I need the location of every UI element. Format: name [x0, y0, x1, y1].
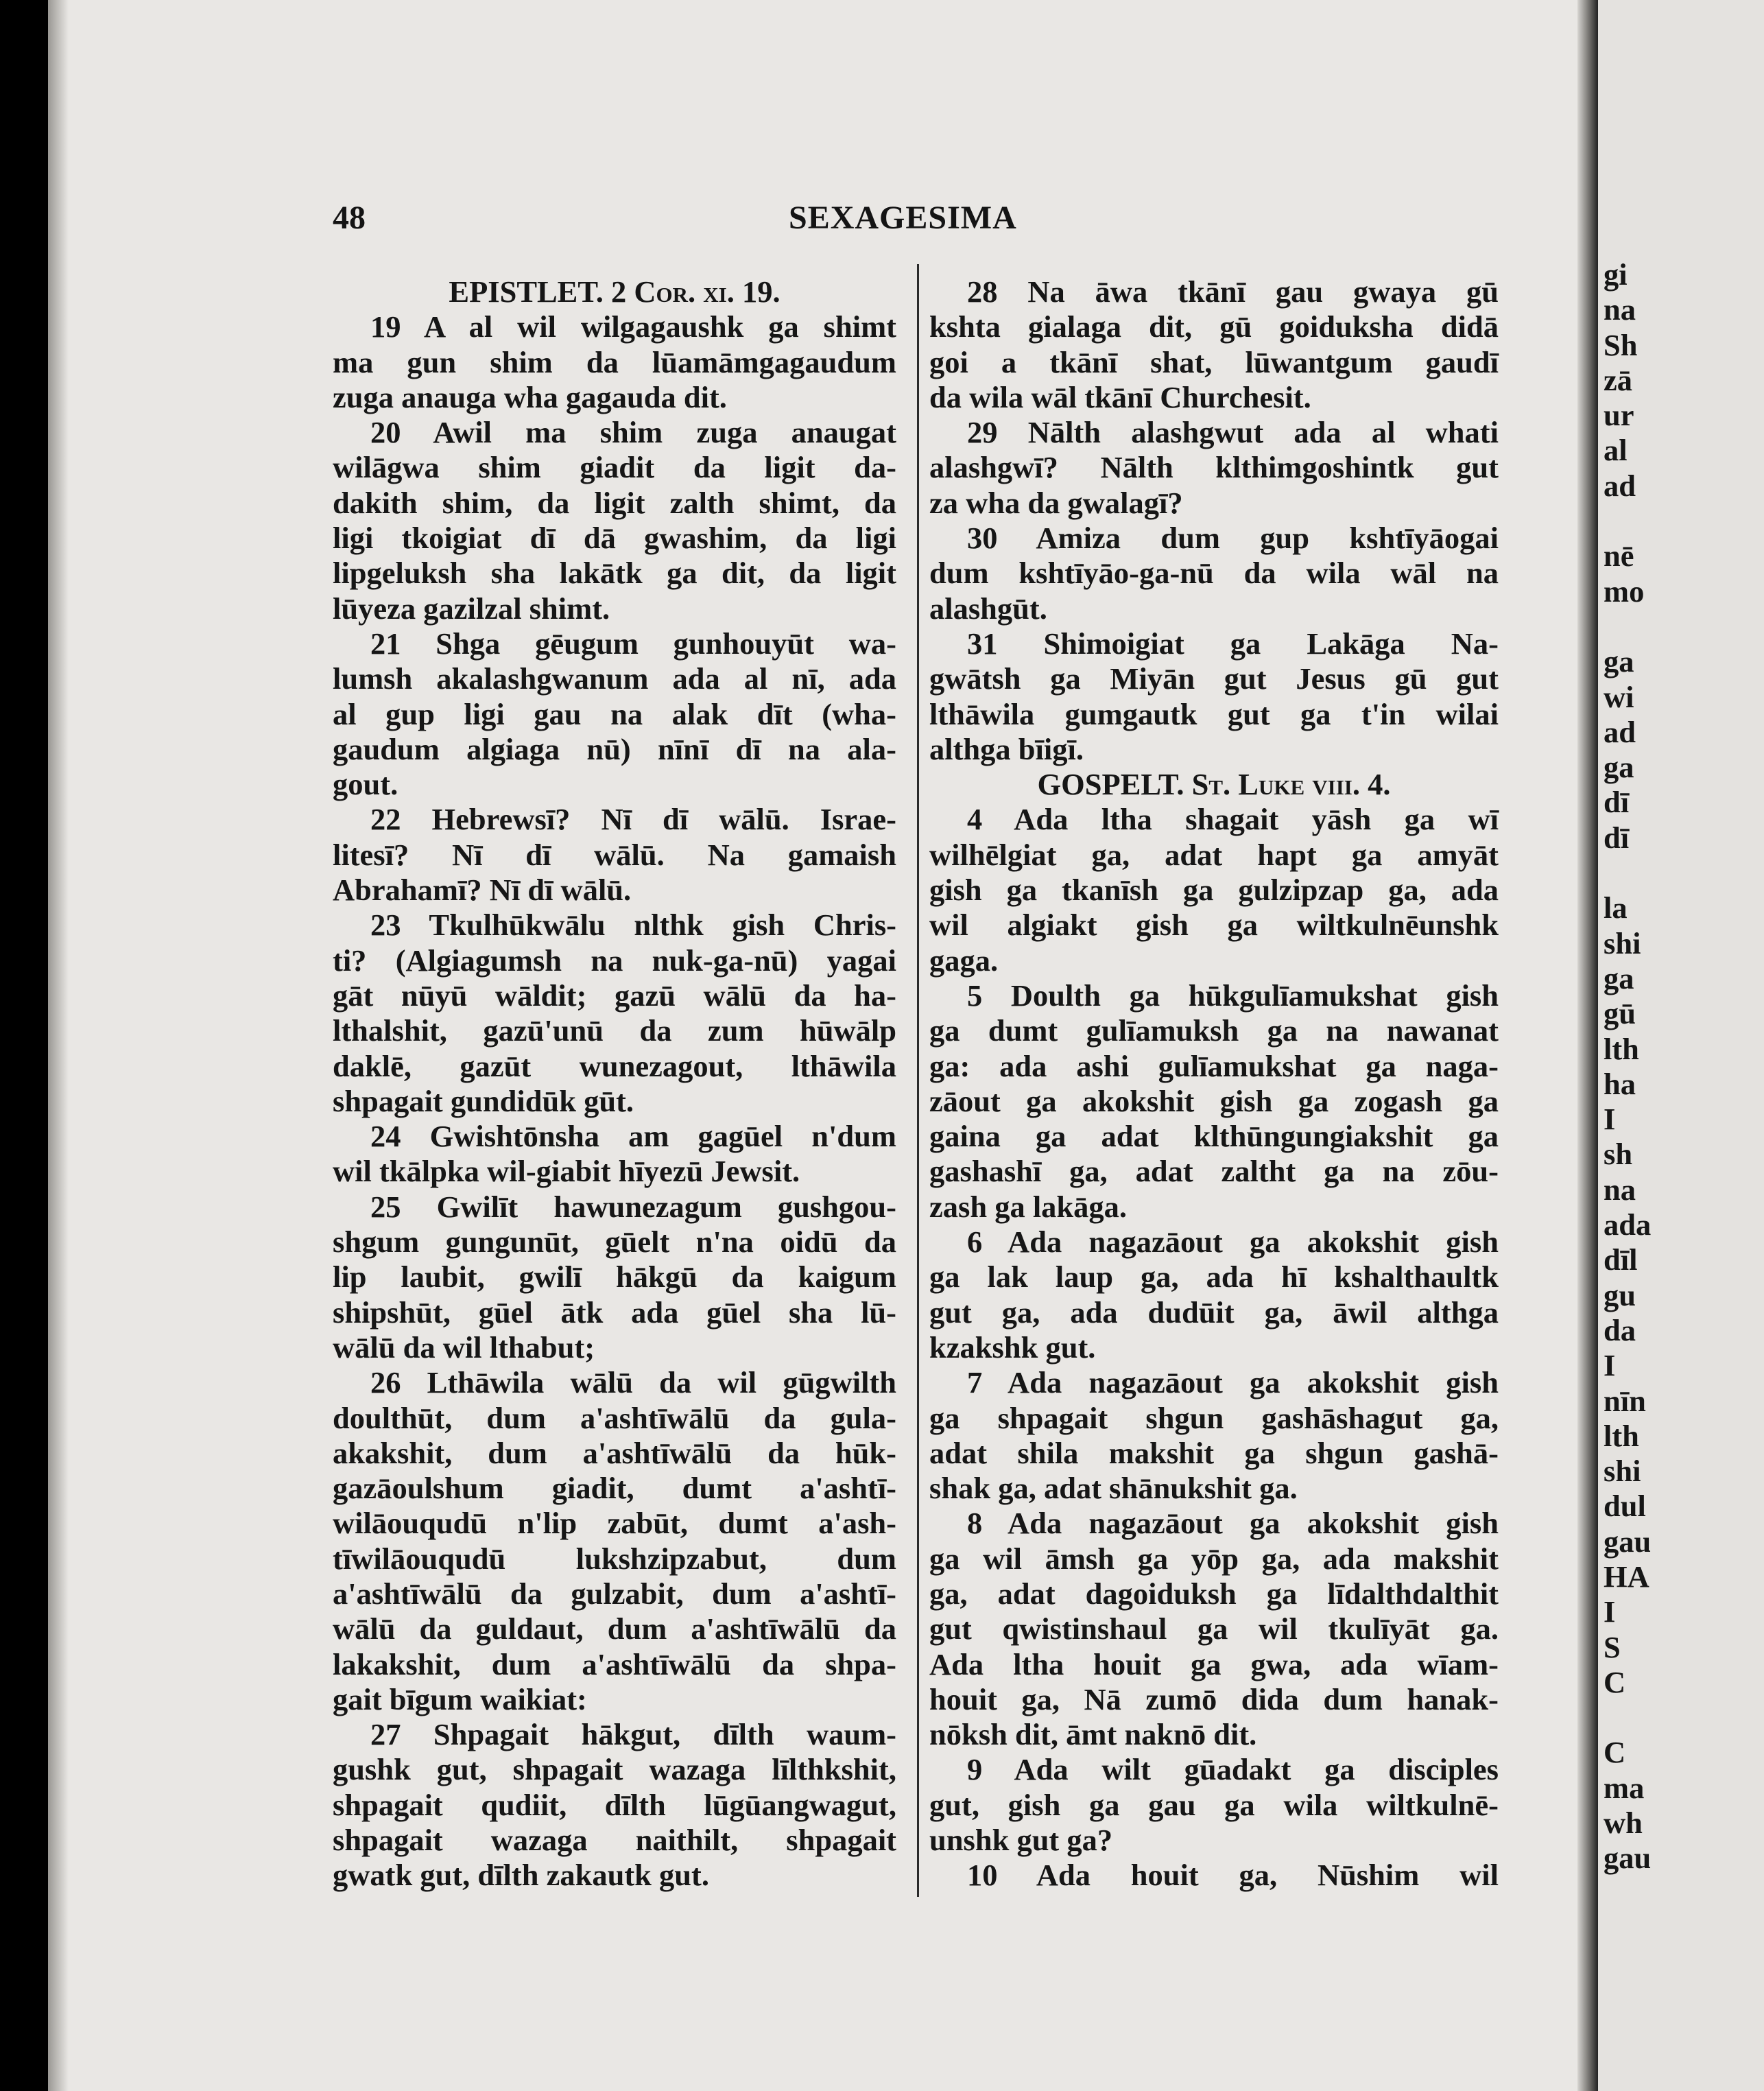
text-line: lumsh akalashgwanum ada al nī, ada: [333, 661, 896, 696]
text-line: wilāouqudū n'lip zabūt, dumt a'ash-: [333, 1506, 896, 1541]
fragment-line: I: [1604, 1348, 1616, 1383]
text-line: 20 Awil ma shim zuga anaugat: [370, 415, 896, 450]
fragment-line: C: [1604, 1664, 1626, 1699]
fragment-line: ga: [1604, 750, 1634, 785]
text-line: ma gun shim da lūamāmgagaudum: [333, 344, 896, 379]
fragment-line: zā: [1604, 362, 1633, 397]
text-line: za wha da gwalagī?: [929, 485, 1183, 520]
fragment-line: shi: [1604, 1454, 1641, 1489]
text-line: zuga anauga wha gagauda dit.: [333, 379, 727, 414]
text-line: Abrahamī? Nī dī wālū.: [333, 873, 632, 908]
fragment-line: ga: [1604, 960, 1634, 995]
text-line: ga lak laup ga, ada hī kshalthaultk: [929, 1260, 1499, 1295]
text-line: shpagait wazaga naithilt, shpagait: [333, 1823, 896, 1858]
text-line: 22 Hebrewsī? Nī dī wālū. Israe-: [370, 802, 896, 837]
text-line: shipshūt, gūel ātk ada gūel sha lū-: [333, 1295, 896, 1330]
fragment-line: lth: [1604, 1031, 1639, 1066]
text-line: 5 Doulth ga hūkgulīamukshat gish: [967, 978, 1499, 1013]
fragment-line: [1604, 609, 1651, 644]
fragment-line: gau: [1604, 1524, 1652, 1559]
fragment-line: na: [1604, 1172, 1636, 1207]
text-line: litesī? Nī dī wālū. Na gamaish: [333, 837, 896, 872]
text-line: lūyeza gazilzal shimt.: [333, 591, 610, 626]
text-line: da wila wāl tkānī Churchesit.: [929, 379, 1311, 414]
fragment-line: [1604, 1700, 1651, 1735]
text-line: unshk gut ga?: [929, 1823, 1113, 1858]
fragment-line: Sh: [1604, 327, 1638, 362]
fragment-line: mo: [1604, 574, 1645, 609]
fragment-line: lth: [1604, 1418, 1639, 1453]
fragment-line: dīl: [1604, 1242, 1638, 1277]
text-line: daklē, gazūt wunezagout, lthāwila: [333, 1048, 896, 1083]
text-line: dakith shim, da ligit zalth shimt, da: [333, 485, 896, 520]
fragment-line: dī: [1604, 820, 1630, 855]
fragment-line: I: [1604, 1594, 1616, 1629]
book-gutter: [1577, 0, 1598, 2091]
fragment-line: sh: [1604, 1137, 1633, 1172]
column-divider: [917, 264, 919, 1897]
fragment-line: C: [1604, 1735, 1626, 1770]
text-line: ga: ada ashi gulīamukshat ga naga-: [929, 1048, 1499, 1083]
text-line: 25 Gwilīt hawunezagum gushgou-: [370, 1189, 896, 1224]
text-line: gwātsh ga Miyān gut Jesus gū gut: [929, 661, 1499, 696]
fragment-line: dul: [1604, 1489, 1646, 1524]
text-line: lakakshit, dum a'ashtīwālū da shpa-: [333, 1646, 896, 1681]
fragment-line: al: [1604, 433, 1628, 468]
text-line: ligi tkoigiat dī dā gwashim, da ligi: [333, 521, 896, 556]
fragment-line: [1604, 855, 1651, 890]
text-line: 9 Ada wilt gūadakt ga disciples: [967, 1752, 1499, 1787]
text-line: shgum gungunūt, gūelt n'na oidū da: [333, 1225, 896, 1260]
text-line: 4 Ada ltha shagait yāsh ga wī: [967, 802, 1499, 837]
text-line: kshta gialaga dit, gū goiduksha didā: [929, 309, 1499, 344]
text-line: houit ga, Nā zumō dida dum hanak-: [929, 1681, 1499, 1716]
text-line: wālū da guldaut, dum a'ashtīwālū da: [333, 1611, 896, 1646]
text-line: lip laubit, gwilī hākgū da kaigum: [333, 1260, 896, 1295]
text-line: 23 Tkulhūkwālu nlthk gish Chris-: [370, 908, 896, 943]
text-line: ga shpagait shgun gashāshagut ga,: [929, 1400, 1499, 1435]
text-line: gaga.: [929, 943, 999, 978]
text-line: doulthūt, dum a'ashtīwālū da gula-: [333, 1400, 896, 1435]
fragment-line: ma: [1604, 1770, 1645, 1805]
next-page-text-fragment: [1604, 257, 1651, 1876]
fragment-line: na: [1604, 292, 1636, 327]
fragment-line: shi: [1604, 925, 1641, 960]
text-line: gazāoulshum giadit, dumt a'ashtī-: [333, 1471, 896, 1506]
text-line: gashashī ga, adat zaltht ga na zōu-: [929, 1154, 1499, 1189]
text-line: 19 A al wil wilgagaushk ga shimt: [370, 309, 896, 344]
text-line: gwatk gut, dīlth zakautk gut.: [333, 1858, 709, 1893]
text-line: goi a tkānī shat, lūwantgum gaudī: [929, 344, 1499, 379]
text-line: shak ga, adat shānukshit ga.: [929, 1471, 1298, 1506]
fragment-line: nē: [1604, 539, 1634, 574]
text-line: 26 Lthāwila wālū da wil gūgwilth: [370, 1365, 896, 1400]
text-line: gait bīgum waikiat:: [333, 1681, 587, 1716]
fragment-line: gi: [1604, 257, 1628, 292]
text-line: gut qwistinshaul ga wil tkulīyāt ga.: [929, 1611, 1499, 1646]
page-header: [333, 199, 1499, 247]
text-line: gāt nūyū wāldit; gazū wālū da ha-: [333, 978, 896, 1013]
text-line: 24 Gwishtōnsha am gagūel n'dum: [370, 1119, 896, 1154]
text-line: lthalshit, gazū'unū da zum hūwālp: [333, 1013, 896, 1048]
fragment-line: ur: [1604, 398, 1634, 433]
right-column: [929, 274, 1499, 1893]
text-line: dum kshtīyāo-ga-nū da wila wāl na: [929, 556, 1499, 591]
text-line: wālū da wil lthabut;: [333, 1330, 595, 1365]
text-line: 28 Na āwa tkānī gau gwaya gū: [967, 274, 1499, 309]
text-line: ga dumt gulīamuksh ga na nawanat: [929, 1013, 1499, 1048]
fragment-line: da: [1604, 1312, 1636, 1347]
fragment-line: ad: [1604, 468, 1636, 503]
fragment-line: dī: [1604, 785, 1630, 820]
left-column: [333, 274, 896, 1893]
text-line: gish ga tkanīsh ga gulzipzap ga, ada: [929, 873, 1499, 908]
text-line: wil tkālpka wil-giabit hīyezū Jewsit.: [333, 1154, 800, 1189]
text-line: gushk gut, shpagait wazaga līlthkshit,: [333, 1752, 896, 1787]
section-heading: EPISTLET. 2 Cor. xi. 19.: [449, 274, 780, 309]
text-line: gut, gish ga gau ga wila wiltkulnē-: [929, 1787, 1499, 1822]
page-number: 48: [333, 200, 366, 236]
text-line: adat shila makshit ga shgun gashā-: [929, 1435, 1499, 1470]
fragment-line: wh: [1604, 1806, 1643, 1841]
fragment-line: [1604, 504, 1651, 539]
fragment-line: ada: [1604, 1207, 1652, 1242]
text-line: 29 Nālth alashgwut ada al whati: [967, 415, 1499, 450]
text-line: 30 Amiza dum gup kshtīyāogai: [967, 521, 1499, 556]
text-line: alashgwī? Nālth klthimgoshintk gut: [929, 450, 1499, 485]
text-line: wilhēlgiat ga, adat hapt ga amyāt: [929, 837, 1499, 872]
fragment-line: gau: [1604, 1841, 1652, 1876]
text-line: zash ga lakāga.: [929, 1189, 1128, 1224]
fragment-line: ha: [1604, 1066, 1636, 1101]
text-line: 10 Ada houit ga, Nūshim wil: [967, 1858, 1499, 1893]
text-line: 7 Ada nagazāout ga akokshit gish: [967, 1365, 1499, 1400]
text-line: tīwilāouqudū lukshzipzabut, dum: [333, 1541, 896, 1576]
fragment-line: I: [1604, 1102, 1616, 1137]
fragment-line: nīn: [1604, 1383, 1646, 1418]
book-page: [48, 0, 1595, 2091]
fragment-line: S: [1604, 1629, 1621, 1664]
text-line: nōksh dit, āmt naknō dit.: [929, 1717, 1257, 1752]
text-line: ga, adat dagoiduksh ga līdalthdalthit: [929, 1576, 1499, 1611]
text-line: gaina ga adat klthūngungiakshit ga: [929, 1119, 1499, 1154]
text-line: shpagait gundidūk gūt.: [333, 1083, 634, 1118]
next-page-edge: [1598, 0, 1764, 2091]
text-line: lthāwila gumgautk gut ga t'in wilai: [929, 696, 1499, 731]
text-line: 6 Ada nagazāout ga akokshit gish: [967, 1225, 1499, 1260]
fragment-line: HA: [1604, 1559, 1649, 1594]
section-heading: GOSPELT. St. Luke viii. 4.: [1037, 767, 1391, 802]
text-line: gout.: [333, 767, 398, 802]
text-line: kzakshk gut.: [929, 1330, 1096, 1365]
text-line: gut ga, ada dudūit ga, āwil althga: [929, 1295, 1499, 1330]
text-line: wil algiakt gish ga wiltkulnēunshk: [929, 908, 1499, 943]
text-line: ti? (Algiagumsh na nuk-ga-nū) yagai: [333, 943, 896, 978]
running-title: SEXAGESIMA: [789, 200, 1017, 236]
fragment-line: la: [1604, 890, 1628, 925]
text-line: a'ashtīwālū da gulzabit, dum a'ashtī-: [333, 1576, 896, 1611]
text-line: gaudum algiaga nū) nīnī dī na ala-: [333, 731, 896, 766]
text-line: wilāgwa shim giadit da ligit da-: [333, 450, 896, 485]
text-line: Ada ltha houit ga gwa, ada wīam-: [929, 1646, 1499, 1681]
text-line: lipgeluksh sha lakātk ga dit, da ligit: [333, 556, 896, 591]
text-line: zāout ga akokshit gish ga zogash ga: [929, 1083, 1499, 1118]
text-line: shpagait qudiit, dīlth lūgūangwagut,: [333, 1787, 896, 1822]
fragment-line: ad: [1604, 714, 1636, 749]
text-line: alashgūt.: [929, 591, 1047, 626]
text-line: althga bīigī.: [929, 731, 1084, 766]
text-line: akakshit, dum a'ashtīwālū da hūk-: [333, 1435, 896, 1470]
text-line: 27 Shpagait hākgut, dīlth waum-: [370, 1717, 896, 1752]
text-line: al gup ligi gau na alak dīt (wha-: [333, 696, 896, 731]
fragment-line: gū: [1604, 996, 1636, 1031]
text-line: 31 Shimoigiat ga Lakāga Na-: [967, 626, 1499, 661]
fragment-line: ga: [1604, 644, 1634, 679]
fragment-line: wi: [1604, 679, 1634, 714]
text-line: 21 Shga gēugum gunhouyūt wa-: [370, 626, 896, 661]
fragment-line: gu: [1604, 1277, 1636, 1312]
text-line: 8 Ada nagazāout ga akokshit gish: [967, 1506, 1499, 1541]
text-line: ga wil āmsh ga yōp ga, ada makshit: [929, 1541, 1499, 1576]
